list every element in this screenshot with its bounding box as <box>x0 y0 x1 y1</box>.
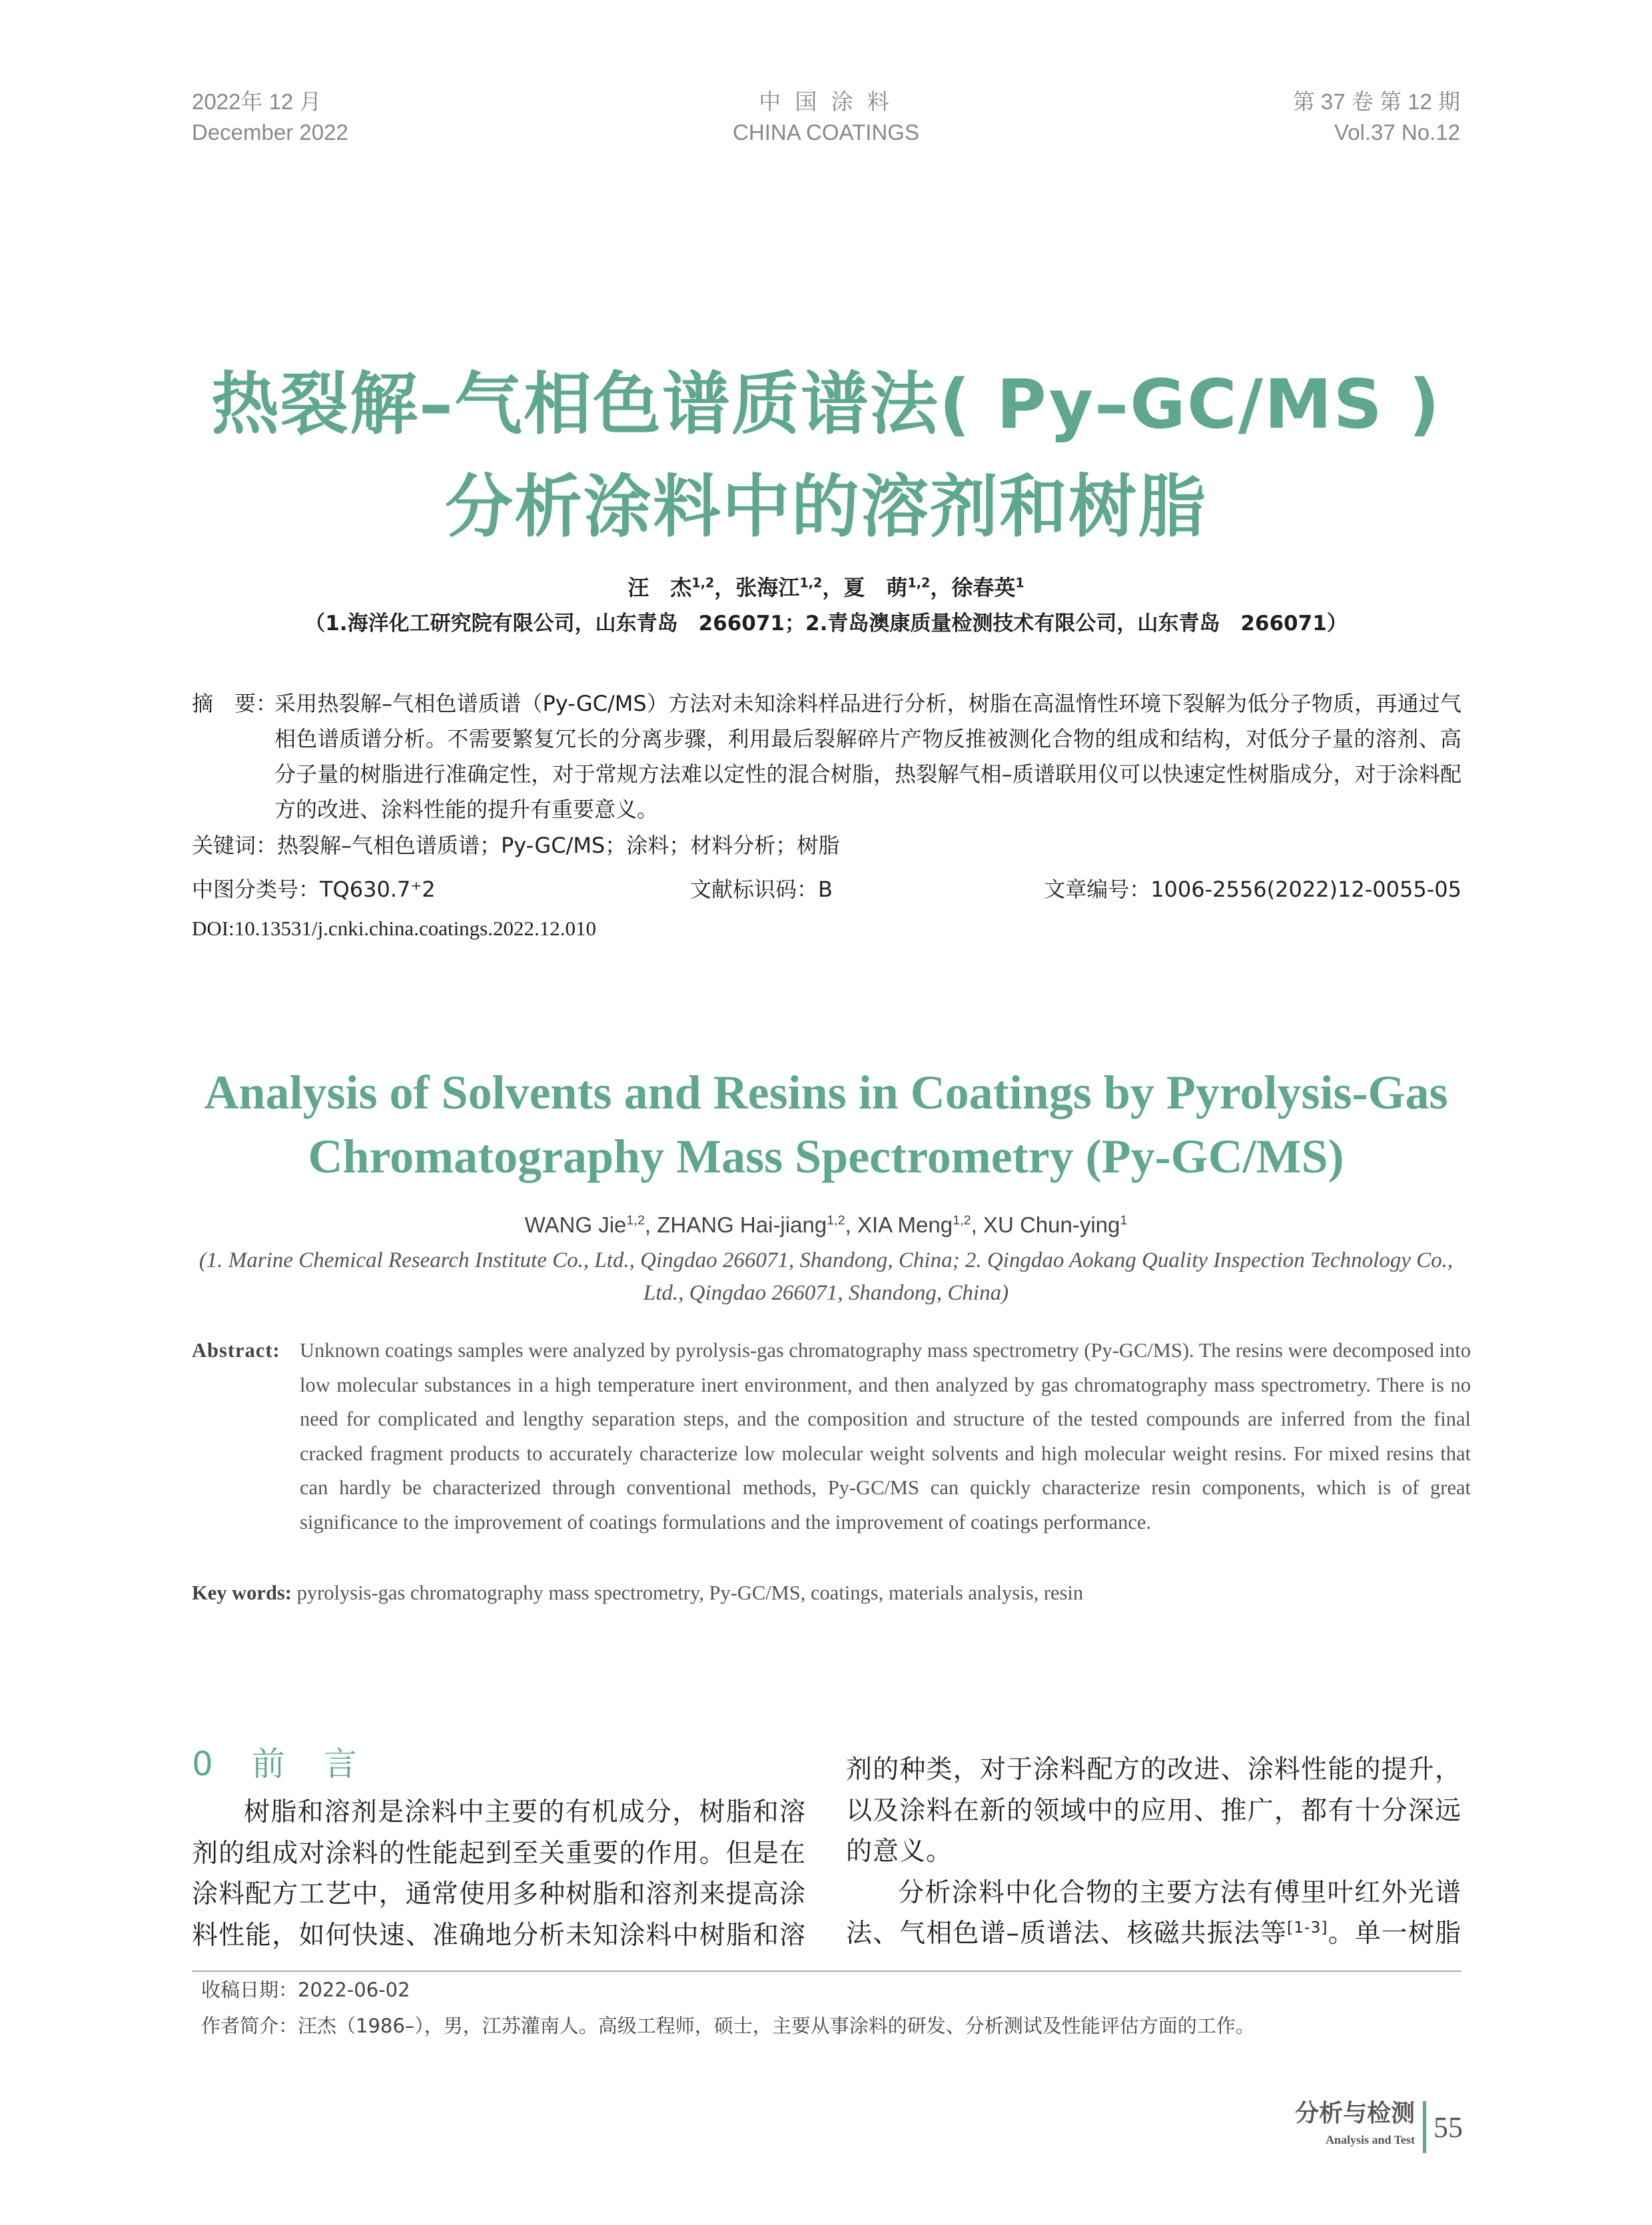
abstract-en <box>192 1334 1471 1540</box>
author-cn-1-affil: 1,2 <box>691 575 715 591</box>
keywords-en <box>192 1577 1083 1608</box>
affiliation-cn: （1.海洋化工研究院有限公司，山东青岛 266071；2.青岛澳康质量检测技术有限公司，山东青岛 266071） <box>304 612 1348 636</box>
keywords-en-label: Key words: <box>192 1581 292 1604</box>
header-date-en: December 2022 <box>192 120 348 145</box>
abstract-en-label: Abstract: <box>192 1339 280 1362</box>
author-cn-2: 张海江 <box>735 575 800 600</box>
received-date: 收稿日期：2022-06-02 <box>201 1979 410 2001</box>
header-date-cn: 2022年 12 月 <box>192 89 322 114</box>
body-paragraph-text: 分析涂料中化合物的主要方法有傅里叶红外光谱法、气相色谱–质谱法、核磁共振法等 <box>846 1877 1461 1949</box>
authors-en <box>0 1210 1652 1240</box>
author-en-4-affil: 1 <box>1120 1213 1128 1228</box>
body-paragraph-text: 。单一树脂 <box>1328 1919 1461 1949</box>
footer-section-cn: 分析与检测 <box>1294 2100 1415 2127</box>
author-cn-3-affil: 1,2 <box>907 575 931 591</box>
header-journal-cn: 中 国 涂 料 <box>759 89 893 114</box>
authors-cn: 汪 杰$^{1,2}$，张海江$^{1,2}$，夏 萌$^{1,2}$，徐春英$^1$ <box>627 575 1025 600</box>
author-cn-1: 汪 杰 <box>627 575 692 600</box>
author-en-1: WANG Jie <box>524 1212 627 1237</box>
title-en-line2: Chromatography Mass Spectrometry (Py-GC/MS) <box>308 1130 1344 1183</box>
doi: DOI:10.13531/j.cnki.china.coatings.2022.12.010 <box>192 917 596 940</box>
abstract-cn-text: 采用热裂解–气相色谱质谱（Py-GC/MS）方法对未知涂料样品进行分析，树脂在高温惰性环境下裂解为低分子物质，再通过气相色谱质谱分析。不需要繁复冗长的分离步骤，利用最后裂解碎片产物反推被测化合物的组成和结构，对低分子量的溶剂、高分子量的树脂进行准确定性，对于常规方法难以定性的混合树脂，热裂解气相–质谱联用仪可以快速定性树脂成分，对于涂料配方的改进、涂料性能的提升有重要意义。 <box>274 691 1461 822</box>
running-header-issue <box>1293 87 1460 148</box>
article-number: 文章编号：1006-2556(2022)12-0055-05 <box>1044 877 1461 902</box>
affiliation-en: (1. Marine Chemical Research Institute Co., Ltd., Qingdao 266071, Shandong, China; 2. Qingdao Aokang Quality Inspection Technology Co., Ltd., Qingdao 266071, Shandong, China) <box>199 1248 1453 1305</box>
header-issue-en: Vol.37 No.12 <box>1334 120 1460 145</box>
author-bio: 作者简介：汪杰（1986–），男，江苏灌南人。高级工程师，硕士，主要从事涂料的研发、分析测试及性能评估方面的工作。 <box>201 2014 1255 2037</box>
abstract-cn <box>192 686 1461 827</box>
author-en-1-affil: 1,2 <box>626 1213 645 1228</box>
title-cn-line1: 热裂解–气相色谱质谱法( Py–GC/MS ) <box>210 365 1442 444</box>
abstract-en-text: Unknown coatings samples were analyzed by pyrolysis-gas chromatography mass spectrometry (Py-GC/MS). The resins were decomposed into low molecular substances in a high temperature inert environment, and then analyzed by gas chromatography mass spectrometry. There is no need for complicated and lengthy separation steps, and the composition and structure of the tested compounds are inferred from the final cracked fragment products to accurately characterize low molecular weight solvents and high molecular weight resins. For mixed resins that can hardly be characterized through conventional methods, Py-GC/MS can quickly characterize resin components, which is of great significance to the improvement of coatings formulations and the improvement of coatings performance. <box>300 1339 1471 1534</box>
clc-number: 中图分类号：TQ630.7⁺2 <box>192 877 436 902</box>
header-issue-cn: 第 37 卷 第 12 期 <box>1292 89 1460 114</box>
header-journal-en: CHINA COATINGS <box>733 120 919 145</box>
section-heading: 0 前 言 <box>192 1745 360 1783</box>
author-en-3-affil: 1,2 <box>953 1213 971 1228</box>
author-cn-2-affil: 1,2 <box>799 575 823 591</box>
body-paragraph <box>846 1873 1461 1955</box>
footer-section-en: Analysis and Test <box>1325 2133 1415 2146</box>
author-en-4: , XU Chun-ying <box>971 1212 1120 1237</box>
page-number: 55 <box>1434 2111 1463 2144</box>
keywords-en-text: pyrolysis-gas chromatography mass spectrometry, Py-GC/MS, coatings, materials analysis, resin <box>291 1581 1084 1604</box>
title-en-line1: Analysis of Solvents and Resins in Coatings by Pyrolysis-Gas <box>204 1066 1448 1119</box>
body-column-left <box>192 1792 806 1956</box>
body-column-right <box>846 1749 1461 1955</box>
body-paragraph: 树脂和溶剂是涂料中主要的有机成分，树脂和溶剂的组成对涂料的性能起到至关重要的作用。但是在涂料配方工艺中，通常使用多种树脂和溶剂来提高涂料性能，如何快速、准确地分析未知涂料中树脂和溶 <box>192 1797 806 1951</box>
footer-divider-bar <box>1423 2101 1426 2153</box>
author-en-2-affil: 1,2 <box>827 1213 845 1228</box>
author-en-3: , XIA Meng <box>845 1212 953 1237</box>
document-code: 文献标识码：B <box>690 877 833 902</box>
citation-ref: [1-3] <box>1287 1918 1328 1937</box>
body-paragraph: 剂的种类，对于涂料配方的改进、涂料性能的提升，以及涂料在新的领域中的应用、推广，都有十分深远的意义。 <box>846 1755 1461 1867</box>
abstract-cn-label: 摘 要： <box>192 691 278 716</box>
author-cn-4-affil: 1 <box>1015 575 1025 591</box>
keywords-cn: 关键词：热裂解–气相色谱质谱；Py-GC/MS；涂料；材料分析；树脂 <box>192 833 840 858</box>
author-cn-3: 夏 萌 <box>843 575 908 600</box>
author-en-2: , ZHANG Hai-jiang <box>644 1212 827 1237</box>
title-cn-line2: 分析涂料中的溶剂和树脂 <box>445 468 1207 547</box>
footnote-divider <box>192 1971 1461 1972</box>
author-cn-4: 徐春英 <box>951 575 1016 600</box>
